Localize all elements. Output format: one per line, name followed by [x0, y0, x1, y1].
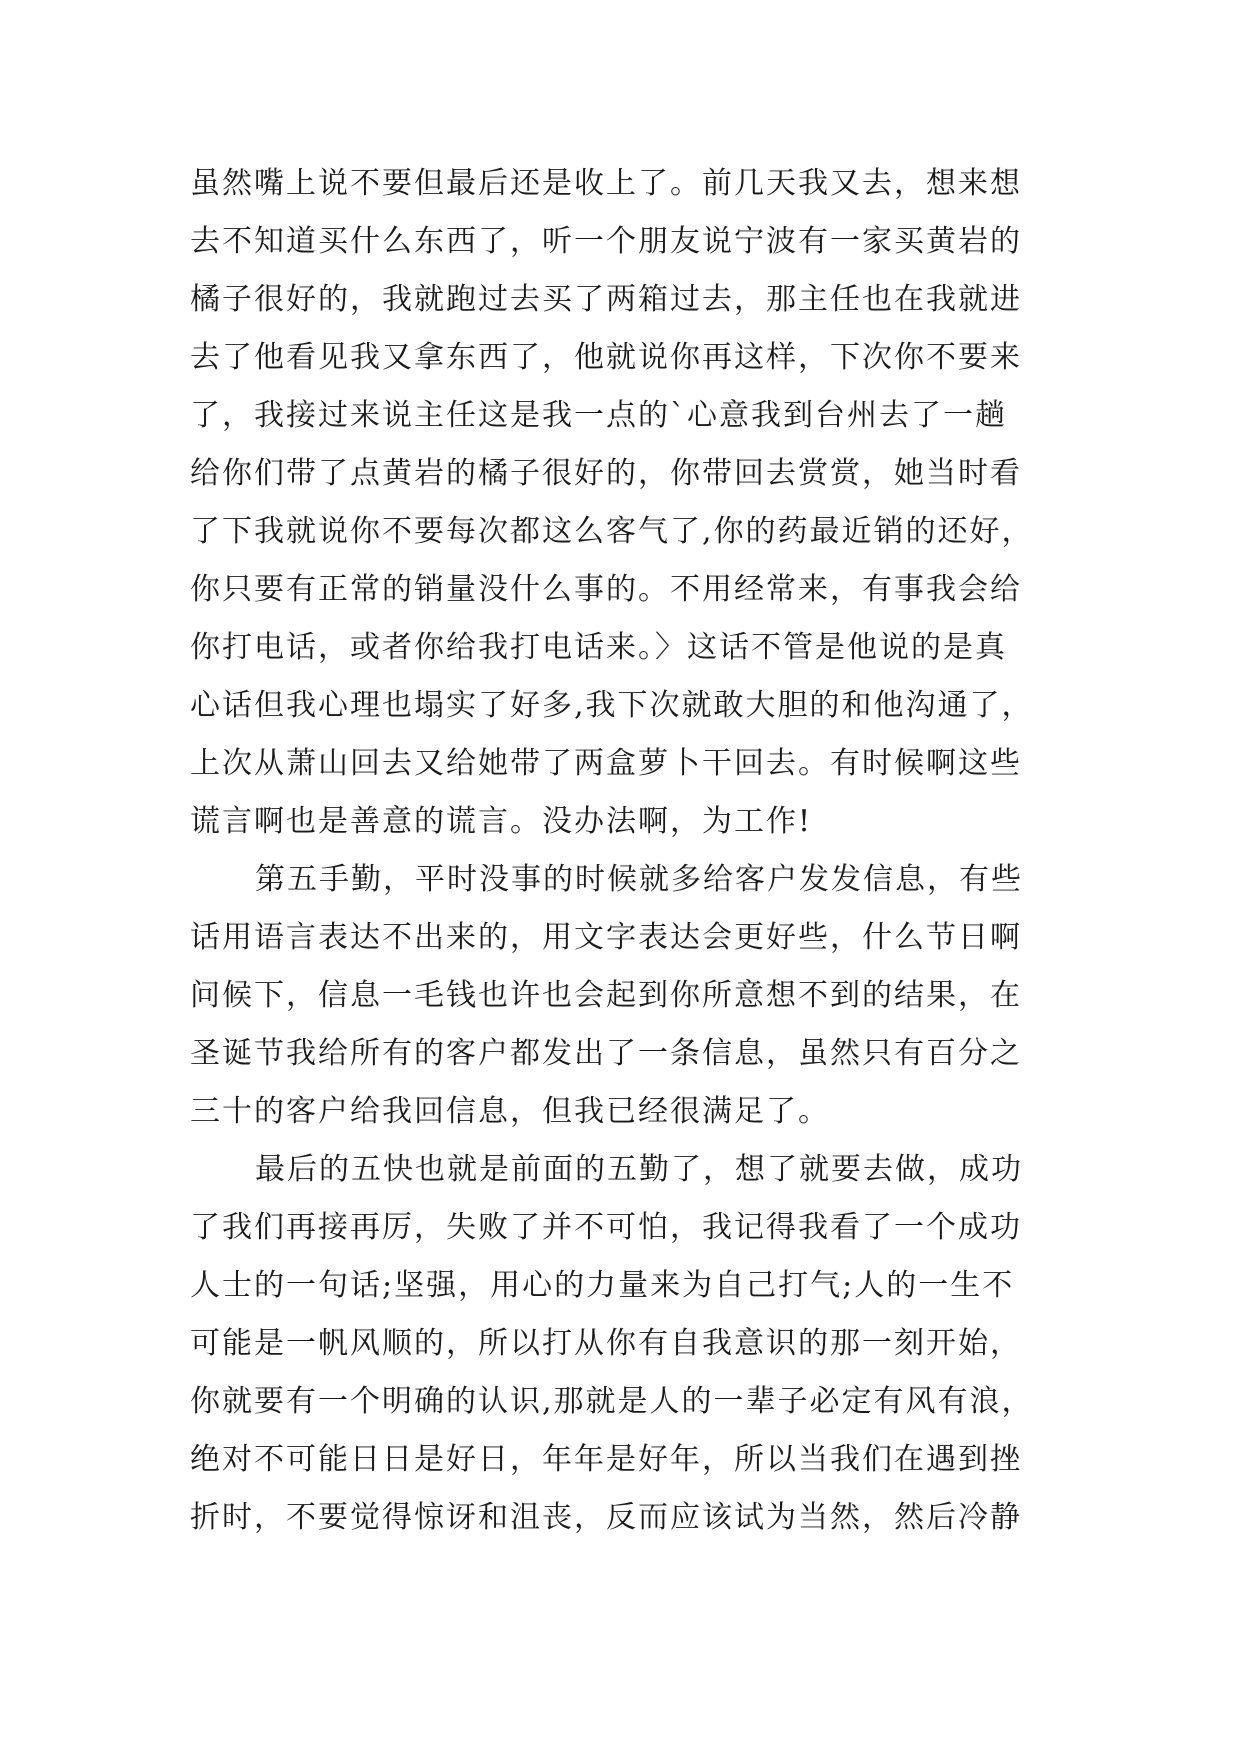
text-line: 可能是一帆风顺的，所以打从你有自我意识的那一刻开始， [190, 1326, 1022, 1361]
text-line: 给你们带了点黄岩的橘子很好的，你带回去赏赏，她当时看 [190, 456, 1022, 491]
text-line: 绝对不可能日日是好日，年年是好年，所以当我们在遇到挫 [190, 1442, 1022, 1477]
text-line: 折时，不要觉得惊讶和沮丧，反而应该试为当然，然后冷静 [190, 1500, 1022, 1535]
document-body [190, 155, 1050, 1547]
text-line: 心话但我心理也塌实了好多,我下次就敢大胆的和他沟通了， [190, 688, 1034, 723]
text-line: 问候下，信息一毛钱也许也会起到你所意想不到的结果，在 [190, 978, 1022, 1013]
text-line-first: 最后的五快也就是前面的五勤了，想了就要去做，成功 [255, 1152, 1023, 1187]
text-line: 你就要有一个明确的认识,那就是人的一辈子必定有风有浪， [190, 1384, 1034, 1419]
text-line: 话用语言表达不出来的，用文字表达会更好些，什么节日啊 [190, 920, 1022, 955]
text-line: 去不知道买什么东西了，听一个朋友说宁波有一家买黄岩的 [190, 224, 1022, 259]
text-line: 你只要有正常的销量没什么事的。不用经常来，有事我会给 [190, 572, 1022, 607]
text-line: 三十的客户给我回信息，但我已经很满足了。 [190, 1094, 830, 1129]
text-line-first: 第五手勤，平时没事的时候就多给客户发发信息，有些 [255, 862, 1023, 897]
text-line: 圣诞节我给所有的客户都发出了一条信息，虽然只有百分之 [190, 1036, 1022, 1071]
text-line: 了我们再接再厉，失败了并不可怕，我记得我看了一个成功 [190, 1210, 1022, 1245]
text-line: 了下我就说你不要每次都这么客气了,你的药最近销的还好， [190, 514, 1034, 549]
text-line: 谎言啊也是善意的谎言。没办法啊，为工作! [190, 804, 813, 839]
paragraph-3 [190, 1141, 1050, 1547]
text-line: 上次从萧山回去又给她带了两盒萝卜干回去。有时候啊这些 [190, 746, 1022, 781]
paragraph-2 [190, 851, 1050, 1141]
text-line: 去了他看见我又拿东西了，他就说你再这样，下次你不要来 [190, 340, 1022, 375]
text-line: 虽然嘴上说不要但最后还是收上了。前几天我又去，想来想 [190, 166, 1022, 201]
paragraph-1 [190, 155, 1050, 851]
text-line: 你打电话，或者你给我打电话来。〉这话不管是他说的是真 [190, 630, 1007, 665]
text-line: 了，我接过来说主任这是我一点的`心意我到台州去了一趟 [190, 398, 1007, 433]
text-line: 人士的一句话;坚强，用心的力量来为自己打气;人的一生不 [190, 1268, 1015, 1303]
text-line: 橘子很好的，我就跑过去买了两箱过去，那主任也在我就进 [190, 282, 1022, 317]
